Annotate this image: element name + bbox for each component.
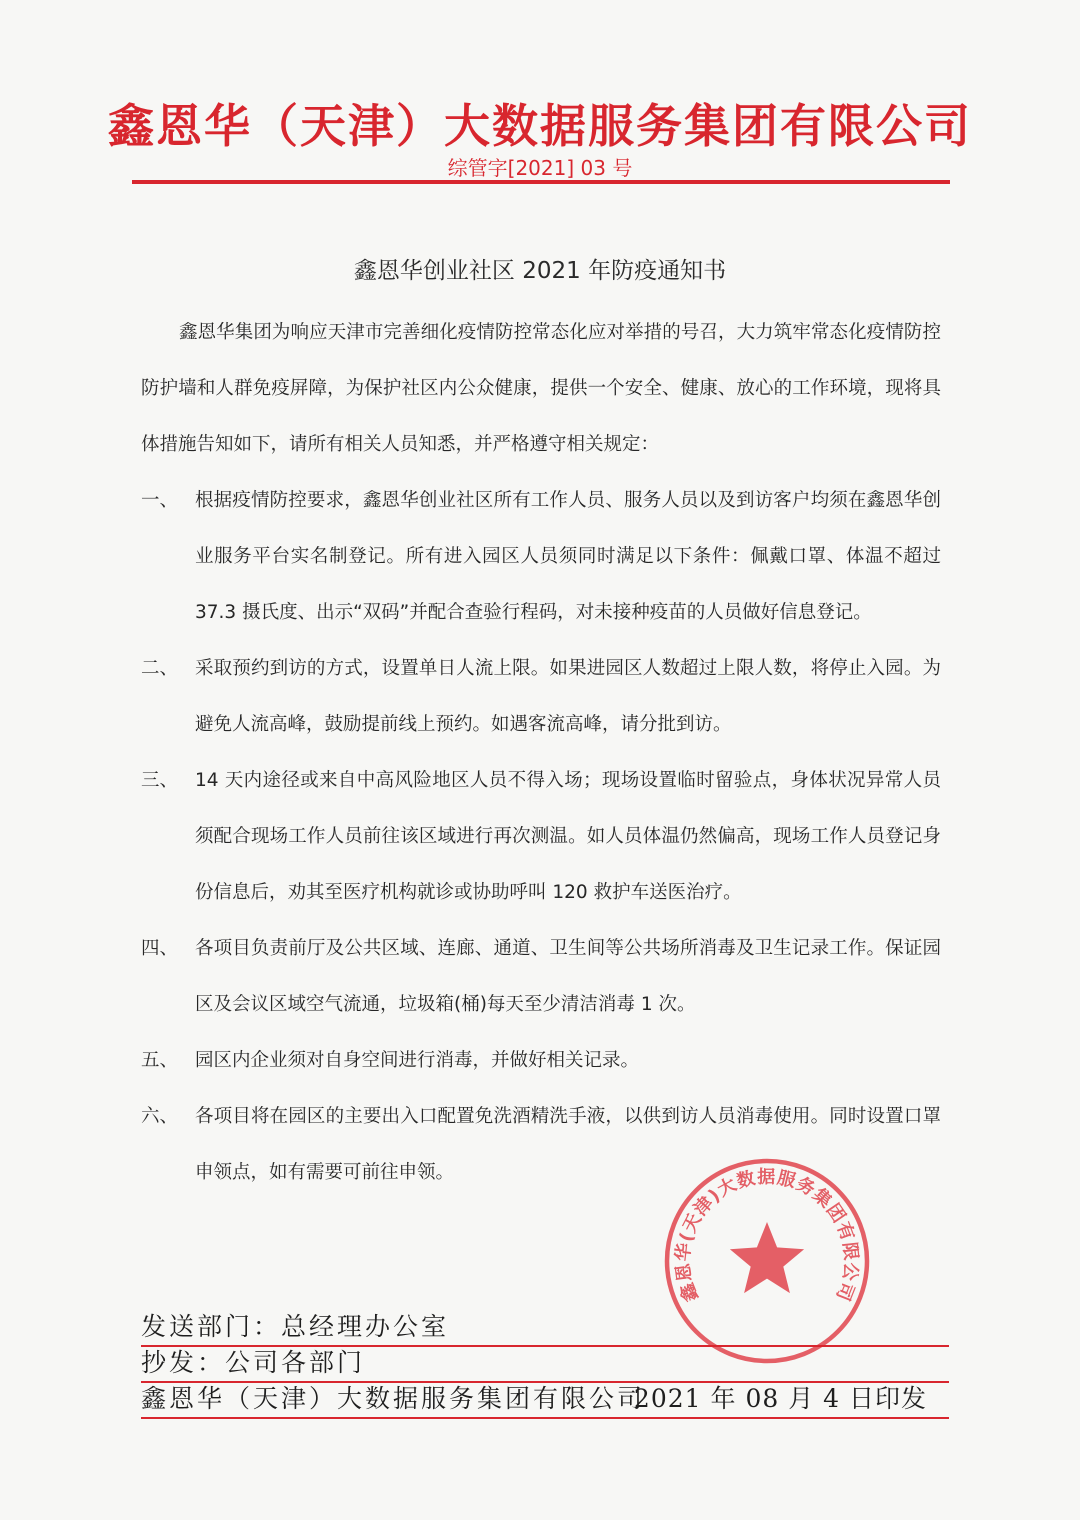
- document-number: 综管字[2021] 03 号: [447, 156, 633, 180]
- item-number: 四、: [141, 938, 179, 959]
- list-item: [141, 1033, 941, 1089]
- item-number: 五、: [141, 1050, 179, 1071]
- item-text: 根据疫情防控要求，鑫恩华创业社区所有工作人员、服务人员以及到访客户均须在鑫恩华创业服务平台实名制登记。所有进入园区人员须同时满足以下条件：佩戴口罩、体温不超过 37.3 摄氏度、出示“双码”并配合查验行程码，对未接种疫苗的人员做好信息登记。: [195, 490, 941, 623]
- item-number: 一、: [141, 490, 179, 511]
- issuer-name: 鑫恩华（天津）大数据服务集团有限公司: [141, 1384, 646, 1413]
- item-number: 二、: [141, 658, 179, 679]
- header-divider: [132, 180, 950, 184]
- item-number: 六、: [141, 1106, 179, 1127]
- intro-paragraph: 鑫恩华集团为响应天津市完善细化疫情防控常态化应对举措的号召，大力筑牢常态化疫情防控防护墙和人群免疫屏障，为保护社区内公众健康，提供一个安全、健康、放心的工作环境，现将具体措施告知如下，请所有相关人员知悉，并严格遵守相关规定：: [141, 322, 941, 455]
- item-text: 园区内企业须对自身空间进行消毒，并做好相关记录。: [195, 1050, 640, 1071]
- send-dept-line: [141, 1310, 949, 1346]
- star-icon: [730, 1222, 804, 1293]
- issue-date: 2021 年 08 月 4 日印发: [633, 1384, 927, 1413]
- issuer-line: [141, 1382, 949, 1418]
- list-item: [141, 473, 941, 641]
- list-item: [141, 753, 941, 921]
- cc-recipients: 抄发：公司各部门: [141, 1348, 366, 1377]
- cc-line: [141, 1346, 949, 1382]
- item-text: 各项目负责前厅及公共区域、连廊、通道、卫生间等公共场所消毒及卫生记录工作。保证园区及会议区域空气流通，垃圾箱(桶)每天至少清洁消毒 1 次。: [195, 938, 941, 1015]
- send-dept: 发送部门：总经理办公室: [141, 1312, 450, 1341]
- list-item: [141, 921, 941, 1033]
- item-number: 三、: [141, 770, 179, 791]
- document-footer: [141, 1310, 949, 1418]
- company-header-title: 鑫恩华（天津）大数据服务集团有限公司: [108, 99, 972, 153]
- seal-text: 鑫恩华(天津)大数据服务集团有限公司: [672, 1166, 862, 1305]
- item-text: 14 天内途径或来自中高风险地区人员不得入场；现场设置临时留验点，身体状况异常人员须配合现场工作人员前往该区域进行再次测温。如人员体温仍然偏高，现场工作人员登记身份信息后，劝其至医疗机构就诊或协助呼叫 120 救护车送医治疗。: [195, 770, 941, 903]
- notice-title: 鑫恩华创业社区 2021 年防疫通知书: [353, 258, 727, 284]
- list-item: [141, 641, 941, 753]
- notice-body: [141, 305, 941, 1201]
- item-text: 采取预约到访的方式，设置单日人流上限。如果进园区人数超过上限人数，将停止入园。为避免人流高峰，鼓励提前线上预约。如遇客流高峰，请分批到访。: [195, 658, 941, 735]
- footer-divider: [141, 1417, 949, 1420]
- item-text: 各项目将在园区的主要出入口配置免洗酒精洗手液，以供到访人员消毒使用。同时设置口罩申领点，如有需要可前往申领。: [195, 1106, 941, 1183]
